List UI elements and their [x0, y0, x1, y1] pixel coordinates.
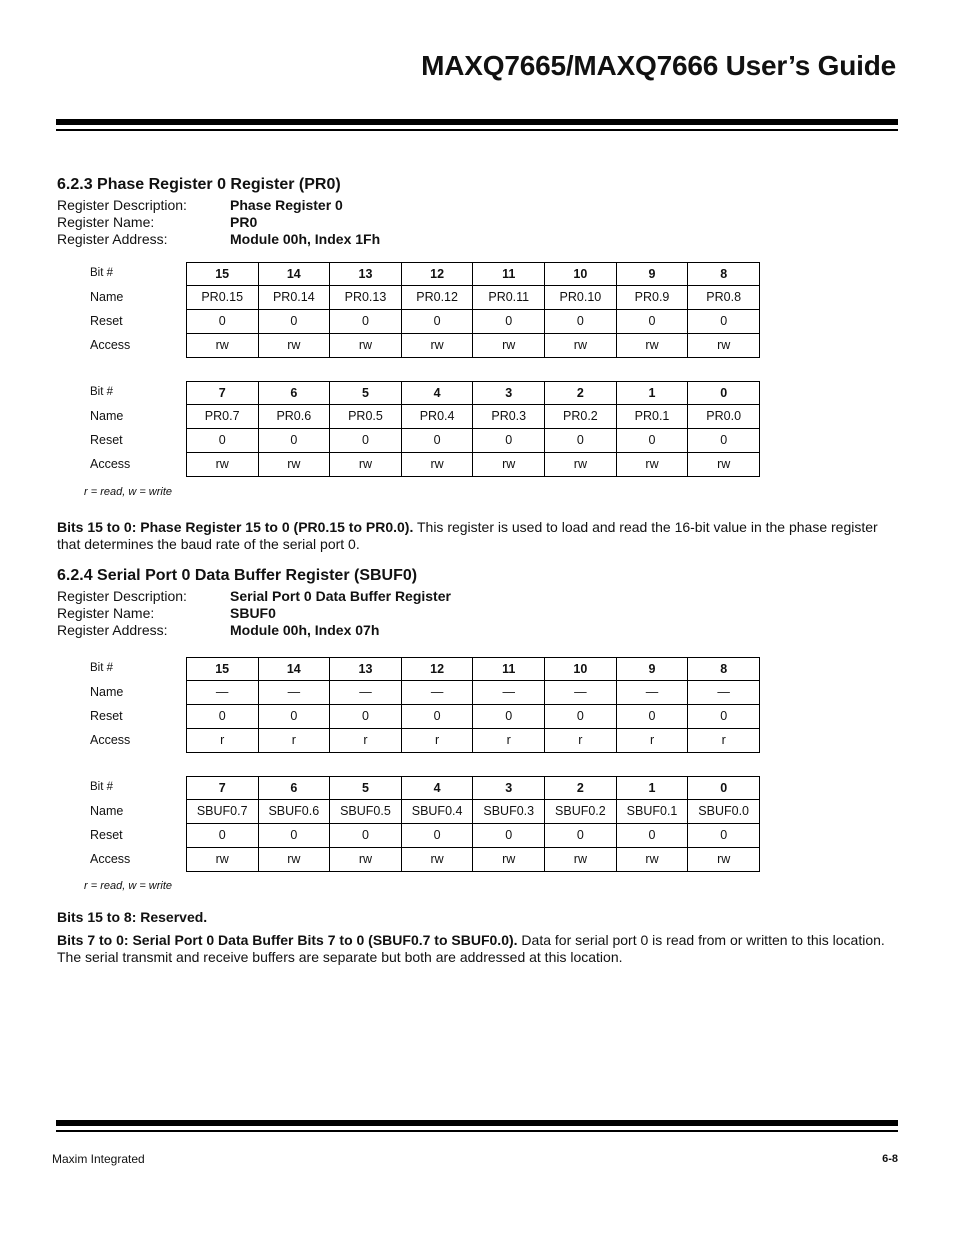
register-row-label: Bit #	[90, 386, 114, 398]
register-row-label: Reset	[90, 314, 123, 328]
register-cell: 0	[545, 429, 617, 453]
meta-value: PR0	[230, 214, 258, 230]
meta-value: Module 00h, Index 07h	[230, 622, 380, 638]
meta-key: Register Description:	[57, 197, 187, 213]
register-cell: 0	[545, 310, 617, 334]
register-cell: —	[259, 681, 331, 705]
footer-rule-thin	[56, 1130, 898, 1132]
bit-description-title: Bits 15 to 0: Phase Register 15 to 0 (PR0.15 to PR0.0).	[57, 519, 414, 535]
register-cell: rw	[187, 848, 259, 872]
register-cell: PR0.11	[473, 286, 545, 310]
register-cell: 0	[330, 429, 402, 453]
register-cell: 10	[545, 262, 617, 286]
register-row	[90, 262, 760, 286]
bit-description	[57, 909, 899, 926]
register-cell: rw	[473, 848, 545, 872]
register-cell: PR0.14	[259, 286, 331, 310]
register-cell: SBUF0.2	[545, 800, 617, 824]
register-cells	[186, 453, 760, 477]
meta-key: Register Name:	[57, 605, 155, 621]
register-row	[90, 776, 760, 800]
register-cell: r	[545, 729, 617, 753]
register-table	[90, 776, 760, 872]
register-cell: 0	[402, 429, 474, 453]
meta-row-address	[57, 622, 899, 639]
footer-rule-thick	[56, 1120, 898, 1126]
register-cell: SBUF0.4	[402, 800, 474, 824]
meta-key: Register Address:	[57, 231, 168, 247]
register-cell: rw	[473, 334, 545, 358]
meta-row-address	[57, 231, 899, 248]
register-meta	[57, 197, 899, 248]
register-cell: r	[688, 729, 760, 753]
register-cell: 0	[545, 705, 617, 729]
meta-row-description	[57, 197, 899, 214]
register-table	[90, 657, 760, 753]
register-cell: 0	[473, 429, 545, 453]
register-cell: 3	[473, 381, 545, 405]
register-cell: 1	[617, 776, 689, 800]
register-cell: 0	[473, 310, 545, 334]
register-cell: 0	[187, 429, 259, 453]
register-table	[90, 381, 760, 477]
register-cell: PR0.8	[688, 286, 760, 310]
register-cell: 11	[473, 657, 545, 681]
register-cell: 5	[330, 776, 402, 800]
register-cell: PR0.10	[545, 286, 617, 310]
register-row	[90, 381, 760, 405]
register-cell: rw	[402, 848, 474, 872]
register-cell: —	[688, 681, 760, 705]
register-cell: 0	[688, 705, 760, 729]
register-cells	[186, 429, 760, 453]
header-rule-thin	[56, 129, 898, 131]
register-cell: —	[617, 681, 689, 705]
register-cell: rw	[545, 848, 617, 872]
register-cell: 0	[402, 705, 474, 729]
bit-description-title: Bits 15 to 8: Reserved.	[57, 909, 208, 925]
register-row	[90, 848, 760, 872]
register-cell: PR0.13	[330, 286, 402, 310]
register-cell: SBUF0.5	[330, 800, 402, 824]
register-cell: PR0.7	[187, 405, 259, 429]
register-cell: r	[402, 729, 474, 753]
header-rule-thick	[56, 119, 898, 125]
register-cell: 0	[688, 310, 760, 334]
register-cell: 9	[617, 657, 689, 681]
register-cell: 12	[402, 657, 474, 681]
register-cell: 0	[688, 776, 760, 800]
register-cell: 0	[330, 310, 402, 334]
register-cell: 6	[259, 381, 331, 405]
register-cell: rw	[617, 848, 689, 872]
meta-key: Register Name:	[57, 214, 155, 230]
register-row	[90, 681, 760, 705]
register-cell: —	[473, 681, 545, 705]
access-legend: r = read, w = write	[84, 486, 173, 498]
register-cell: PR0.1	[617, 405, 689, 429]
register-cell: PR0.15	[187, 286, 259, 310]
register-cell: 4	[402, 776, 474, 800]
register-cell: rw	[473, 453, 545, 477]
register-row-label: Access	[90, 457, 131, 471]
register-cell: rw	[545, 334, 617, 358]
register-cell: r	[330, 729, 402, 753]
register-row-label: Reset	[90, 828, 123, 842]
register-cell: SBUF0.3	[473, 800, 545, 824]
footer-company: Maxim Integrated	[52, 1152, 145, 1166]
register-cell: rw	[402, 334, 474, 358]
register-cell: —	[545, 681, 617, 705]
register-row	[90, 286, 760, 310]
register-row-label: Name	[90, 290, 124, 304]
register-row-label: Name	[90, 409, 124, 423]
register-cell: 0	[617, 705, 689, 729]
meta-row-name	[57, 605, 899, 622]
register-cells	[186, 848, 760, 872]
register-cell: 12	[402, 262, 474, 286]
meta-value: Module 00h, Index 1Fh	[230, 231, 381, 247]
register-cell: 0	[259, 705, 331, 729]
section-pr0-header	[57, 176, 899, 248]
register-row	[90, 800, 760, 824]
register-row-label: Bit #	[90, 267, 114, 279]
register-cell: rw	[617, 334, 689, 358]
register-cell: 15	[187, 262, 259, 286]
register-cell: —	[330, 681, 402, 705]
register-cell: PR0.9	[617, 286, 689, 310]
register-cells	[186, 657, 760, 681]
meta-row-description	[57, 588, 899, 605]
meta-key: Register Description:	[57, 588, 187, 604]
bit-description	[57, 932, 899, 966]
register-row	[90, 657, 760, 681]
register-cell: PR0.0	[688, 405, 760, 429]
register-cell: PR0.4	[402, 405, 474, 429]
register-cells	[186, 310, 760, 334]
register-row-label: Access	[90, 338, 131, 352]
meta-value: Phase Register 0	[230, 197, 343, 213]
register-row-label: Bit #	[90, 781, 114, 793]
register-cell: 0	[259, 824, 331, 848]
register-cell: 0	[259, 429, 331, 453]
section-sbuf0-header	[57, 567, 899, 639]
register-cell: rw	[187, 334, 259, 358]
register-cell: rw	[688, 453, 760, 477]
register-cell: PR0.12	[402, 286, 474, 310]
register-cell: 0	[259, 310, 331, 334]
register-row	[90, 405, 760, 429]
bit-description-title: Bits 7 to 0: Serial Port 0 Data Buffer Bits 7 to 0 (SBUF0.7 to SBUF0.0).	[57, 932, 518, 948]
register-cell: rw	[330, 334, 402, 358]
register-cell: 0	[187, 705, 259, 729]
register-cell: 0	[617, 310, 689, 334]
register-cell: rw	[688, 334, 760, 358]
register-row	[90, 729, 760, 753]
register-cell: 0	[473, 705, 545, 729]
register-row	[90, 334, 760, 358]
register-cell: 13	[330, 262, 402, 286]
register-row-label: Reset	[90, 709, 123, 723]
register-cell: 15	[187, 657, 259, 681]
register-cell: 10	[545, 657, 617, 681]
register-cell: 0	[330, 824, 402, 848]
register-cell: 8	[688, 657, 760, 681]
register-table	[90, 262, 760, 358]
register-cell: SBUF0.6	[259, 800, 331, 824]
register-cell: r	[617, 729, 689, 753]
register-cells	[186, 262, 760, 286]
register-cells	[186, 286, 760, 310]
register-cell: 7	[187, 776, 259, 800]
register-row	[90, 705, 760, 729]
register-cell: 1	[617, 381, 689, 405]
register-cell: 4	[402, 381, 474, 405]
register-cell: 6	[259, 776, 331, 800]
document-title: MAXQ7665/MAXQ7666 User’s Guide	[421, 50, 896, 81]
register-cell: 8	[688, 262, 760, 286]
register-row-label: Bit #	[90, 662, 114, 674]
register-cell: 7	[187, 381, 259, 405]
register-cells	[186, 705, 760, 729]
register-cell: r	[259, 729, 331, 753]
register-cell: —	[187, 681, 259, 705]
register-cells	[186, 729, 760, 753]
register-row	[90, 824, 760, 848]
register-cell: 0	[545, 824, 617, 848]
register-cell: 2	[545, 776, 617, 800]
register-cell: rw	[617, 453, 689, 477]
register-cell: 0	[688, 824, 760, 848]
register-cell: 14	[259, 657, 331, 681]
register-row-label: Access	[90, 852, 131, 866]
register-cell: 0	[187, 310, 259, 334]
register-cell: SBUF0.1	[617, 800, 689, 824]
register-cells	[186, 776, 760, 800]
register-row	[90, 429, 760, 453]
register-cell: PR0.3	[473, 405, 545, 429]
register-cell: SBUF0.7	[187, 800, 259, 824]
register-cell: PR0.5	[330, 405, 402, 429]
bit-description	[57, 519, 899, 553]
register-cell: 0	[688, 429, 760, 453]
register-cell: 0	[402, 824, 474, 848]
access-legend: r = read, w = write	[84, 880, 173, 892]
register-cell: 13	[330, 657, 402, 681]
register-row-label: Access	[90, 733, 131, 747]
register-cell: rw	[545, 453, 617, 477]
register-row-label: Name	[90, 685, 124, 699]
meta-key: Register Address:	[57, 622, 168, 638]
register-cell: 3	[473, 776, 545, 800]
register-cell: r	[187, 729, 259, 753]
register-row-label: Reset	[90, 433, 123, 447]
bit-description-text: This register is used to load and read the 16-bit value in the phase register that determines the baud rate of the serial port 0.	[57, 519, 878, 552]
register-cell: 0	[187, 824, 259, 848]
register-cell: 9	[617, 262, 689, 286]
register-cells	[186, 800, 760, 824]
register-cell: 0	[473, 824, 545, 848]
meta-value: Serial Port 0 Data Buffer Register	[230, 588, 451, 604]
register-cells	[186, 824, 760, 848]
register-cell: rw	[330, 848, 402, 872]
register-cell: PR0.6	[259, 405, 331, 429]
register-cell: rw	[402, 453, 474, 477]
meta-value: SBUF0	[230, 605, 276, 621]
bit-description-text: Data for serial port 0 is read from or written to this location. The serial transmit and receive buffers are separate but both are addressed at this location.	[57, 932, 885, 965]
register-cell: rw	[259, 334, 331, 358]
register-cells	[186, 681, 760, 705]
register-cell: 2	[545, 381, 617, 405]
register-cell: rw	[259, 848, 331, 872]
register-cell: 0	[617, 429, 689, 453]
register-cell: SBUF0.0	[688, 800, 760, 824]
register-cell: rw	[187, 453, 259, 477]
register-cells	[186, 381, 760, 405]
register-cell: 0	[330, 705, 402, 729]
register-cell: 14	[259, 262, 331, 286]
section-heading: 6.2.3 Phase Register 0 Register (PR0)	[57, 176, 341, 193]
register-cell: rw	[688, 848, 760, 872]
register-cell: —	[402, 681, 474, 705]
register-cells	[186, 405, 760, 429]
register-cell: rw	[330, 453, 402, 477]
register-row	[90, 453, 760, 477]
register-cell: PR0.2	[545, 405, 617, 429]
register-meta	[57, 588, 899, 639]
register-cell: rw	[259, 453, 331, 477]
register-cell: 0	[402, 310, 474, 334]
meta-row-name	[57, 214, 899, 231]
section-heading: 6.2.4 Serial Port 0 Data Buffer Register (SBUF0)	[57, 567, 418, 584]
register-cell: 11	[473, 262, 545, 286]
register-cell: 0	[617, 824, 689, 848]
register-row-label: Name	[90, 804, 124, 818]
register-cells	[186, 334, 760, 358]
footer-page-number: 6-8	[882, 1153, 898, 1165]
register-cell: 5	[330, 381, 402, 405]
register-row	[90, 310, 760, 334]
register-cell: r	[473, 729, 545, 753]
register-cell: 0	[688, 381, 760, 405]
